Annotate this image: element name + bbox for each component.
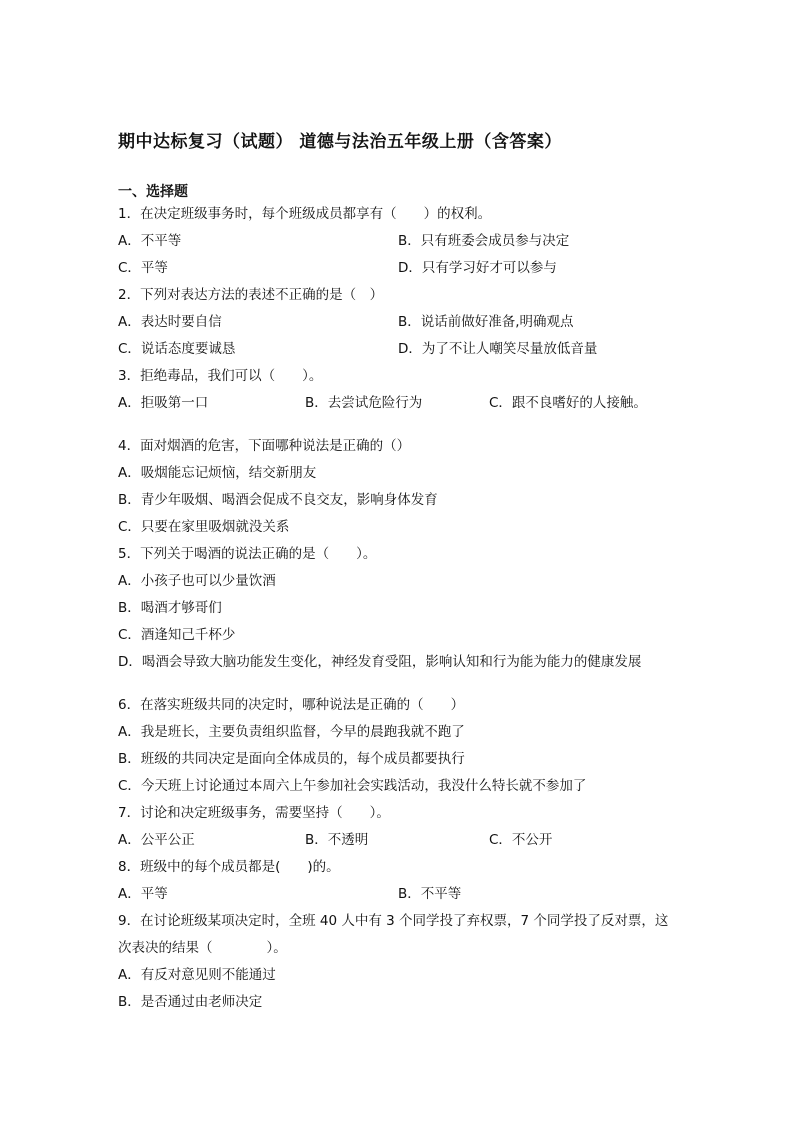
- option-c: C．酒逢知己千杯少: [118, 627, 236, 643]
- option-c: C．只要在家里吸烟就没关系: [118, 519, 290, 535]
- option-c: C．今天班上讨论通过本周六上午参加社会实践活动，我没什么特长就不参加了: [118, 778, 587, 794]
- option-b: B．只有班委会成员参与决定: [398, 233, 570, 249]
- option-d: D．喝酒会导致大脑功能发生变化，神经发育受阻，影响认知和行为能为能力的健康发展: [118, 654, 642, 670]
- question-stem: 1．在决定班级事务时，每个班级成员都享有（ ）的权利。: [118, 206, 492, 222]
- option-c: C．平等: [118, 260, 168, 276]
- option-a: A．公平公正: [118, 832, 195, 848]
- option-a: A．表达时要自信: [118, 314, 222, 330]
- document-title: 期中达标复习（试题） 道德与法治五年级上册（含答案）: [118, 132, 562, 152]
- option-a: A．不平等: [118, 233, 182, 249]
- option-a: A．吸烟能忘记烦恼，结交新朋友: [118, 465, 317, 481]
- question-stem: 9．在讨论班级某项决定时，全班 40 人中有 3 个同学投了弃权票，7 个同学投了反对票，这: [118, 913, 669, 929]
- option-d: D．只有学习好才可以参与: [398, 260, 557, 276]
- section-heading: 一、选择题: [118, 184, 188, 200]
- question-stem: 3．拒绝毒品，我们可以（ ）。: [118, 368, 323, 384]
- question-stem: 2．下列对表达方法的表述不正确的是（ ）: [118, 287, 384, 303]
- question-stem: 6．在落实班级共同的决定时，哪种说法是正确的（ ）: [118, 697, 465, 713]
- question-stem: 5．下列关于喝酒的说法正确的是（ ）。: [118, 546, 377, 562]
- option-b: B．去尝试危险行为: [305, 395, 423, 411]
- option-a: A．小孩子也可以少量饮酒: [118, 573, 276, 589]
- option-c: C．不公开: [489, 832, 553, 848]
- question-stem: 7．讨论和决定班级事务，需要坚持（ ）。: [118, 805, 390, 821]
- question-stem: 8．班级中的每个成员都是( )的。: [118, 859, 340, 875]
- option-b: B．青少年吸烟、喝酒会促成不良交友，影响身体发育: [118, 492, 438, 508]
- question-stem-continuation: 次表决的结果（ ）。: [118, 940, 287, 956]
- option-b: B．喝酒才够哥们: [118, 600, 222, 616]
- option-b: B．说话前做好准备,明确观点: [398, 314, 574, 330]
- option-b: B．是否通过由老师决定: [118, 994, 263, 1010]
- option-b: B．班级的共同决定是面向全体成员的，每个成员都要执行: [118, 751, 465, 767]
- option-a: A．有反对意见则不能通过: [118, 967, 276, 983]
- option-c: C．说话态度要诚恳: [118, 341, 236, 357]
- option-b: B．不平等: [398, 886, 462, 902]
- option-a: A．平等: [118, 886, 168, 902]
- option-d: D．为了不让人嘲笑尽量放低音量: [398, 341, 598, 357]
- option-a: A．拒吸第一口: [118, 395, 209, 411]
- option-c: C．跟不良嗜好的人接触。: [489, 395, 647, 411]
- question-stem: 4．面对烟酒的危害，下面哪种说法是正确的（）: [118, 438, 411, 454]
- option-a: A．我是班长，主要负责组织监督，今早的晨跑我就不跑了: [118, 724, 465, 740]
- option-b: B．不透明: [305, 832, 369, 848]
